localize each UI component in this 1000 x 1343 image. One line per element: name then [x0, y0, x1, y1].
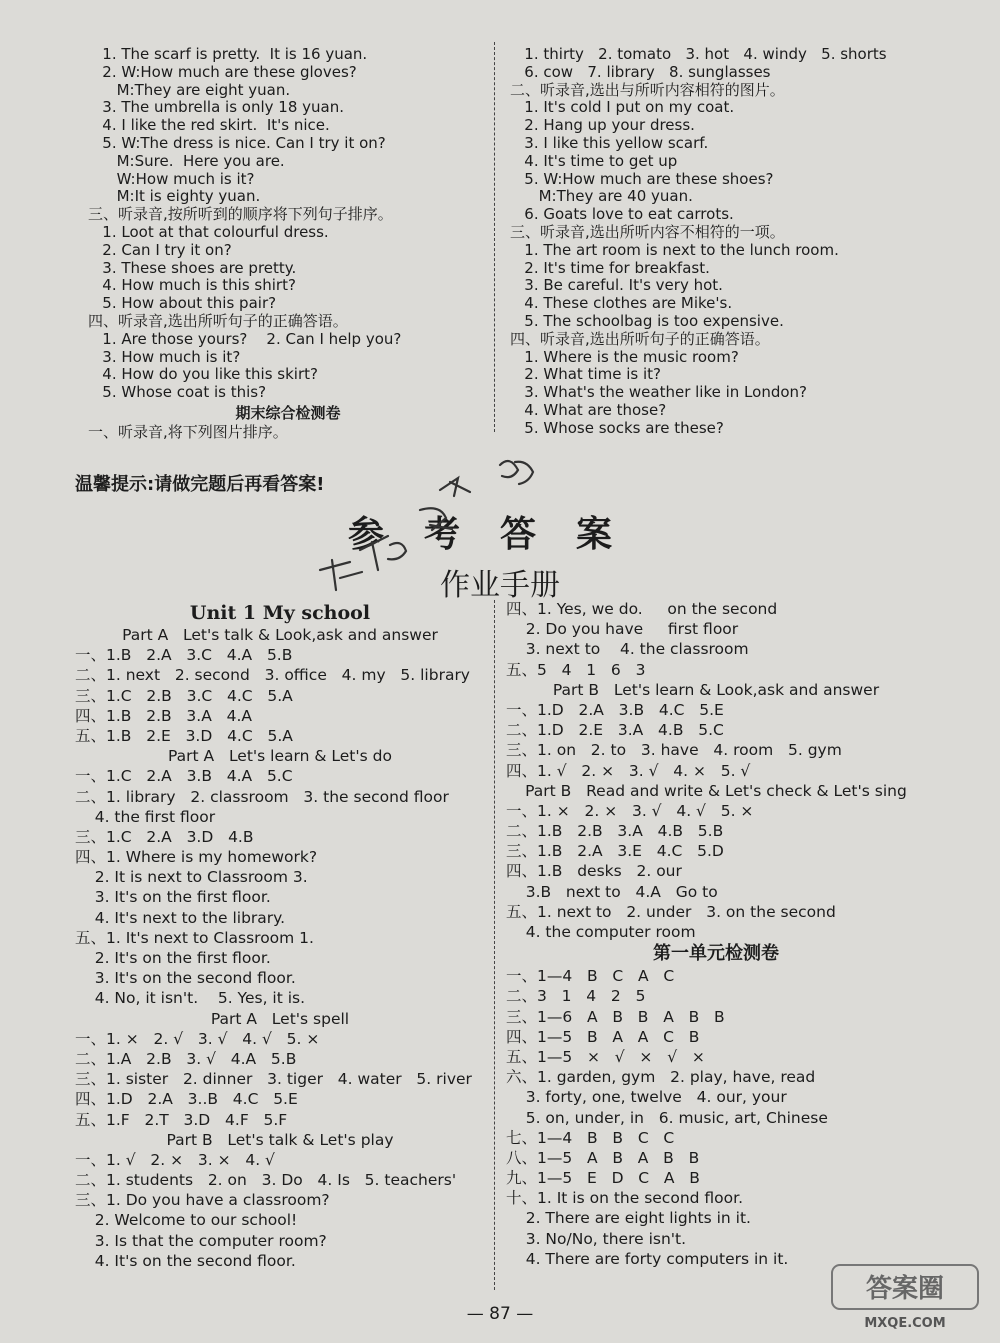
answer-line: 三、1—6 A B B A B B [506, 1007, 725, 1026]
text-line: 2. Hang up your dress. [510, 116, 695, 135]
answer-line: 七、1—4 B B C C [506, 1128, 675, 1147]
text-line: 1. Loot at that colourful dress. [88, 222, 329, 241]
answer-line: 一、1—4 B C A C [506, 967, 675, 986]
final-test-first-item: 一、听录音,将下列图片排序。 [88, 422, 288, 441]
answer-line: 二、1. library 2. classroom 3. the second floor [75, 787, 449, 806]
answer-line: 一、1. × 2. × 3. √ 4. √ 5. × [506, 801, 754, 820]
answer-line: 四、1. √ 2. × 3. √ 4. × 5. √ [506, 761, 751, 780]
unit-test-title: 第一单元检测卷 [653, 943, 779, 965]
answer-line: 四、1.B 2.B 3.A 4.A [75, 706, 252, 725]
part-heading: Part A Let's talk & Look,ask and answer [122, 626, 438, 644]
text-line: 1. The art room is next to the lunch room. [510, 240, 839, 259]
text-line: M:Sure. Here you are. [88, 151, 285, 170]
answer-line: 四、1.D 2.A 3..B 4.C 5.E [75, 1090, 298, 1109]
bottom-right-column [506, 599, 926, 1269]
answer-line: 一、1.B 2.A 3.C 4.A 5.B [75, 646, 293, 665]
answer-line: 三、1. sister 2. dinner 3. tiger 4. water 5. river [75, 1070, 472, 1089]
text-line: 3. The umbrella is only 18 yuan. [88, 98, 345, 117]
handwriting-scribble-icon [300, 450, 560, 610]
bottom-left-column [75, 601, 485, 1271]
answer-line: 五、1—5 × √ × √ × [506, 1047, 705, 1066]
watermark-top: 答案圈 [865, 1274, 945, 1304]
text-line: 3. Be careful. It's very hot. [510, 276, 723, 295]
text-line: 1. thirty 2. tomato 3. hot 4. windy 5. shorts [510, 45, 887, 63]
answer-line: 二、1. students 2. on 3. Do 4. Is 5. teachers' [75, 1171, 457, 1190]
answer-line: 4. It's next to the library. [75, 908, 286, 927]
text-line: 5. Whose coat is this? [88, 383, 267, 402]
text-line: 4. It's time to get up [510, 151, 678, 170]
answer-line: 2. Welcome to our school! [75, 1211, 298, 1230]
top-right-column [510, 46, 950, 438]
text-line: 三、听录音,按所听到的顺序将下列句子排序。 [88, 205, 393, 224]
text-line: 5. W:How much are these shoes? [510, 169, 774, 188]
answer-line: 二、1.B 2.B 3.A 4.B 5.B [506, 822, 724, 841]
text-line: 2. It's time for breakfast. [510, 258, 710, 277]
answer-line: 3.B next to 4.A Go to [506, 882, 718, 901]
bottom-right-lines-a [506, 599, 926, 942]
text-line: 四、听录音,选出所听句子的正确答语。 [88, 311, 348, 330]
answer-line: 四、1. Yes, we do. on the second [506, 600, 778, 618]
answer-line: 3. Is that the computer room? [75, 1231, 327, 1250]
answer-line: 2. It is next to Classroom 3. [75, 868, 308, 887]
answer-line: 3. forty, one, twelve 4. our, your [506, 1088, 787, 1107]
text-line: 3. What's the weather like in London? [510, 383, 807, 402]
bottom-right-lines-b [506, 966, 926, 1269]
text-line: 1. The scarf is pretty. It is 16 yuan. [88, 45, 368, 63]
answer-line: 二、3 1 4 2 5 [506, 987, 646, 1006]
answer-line: 三、1. on 2. to 3. have 4. room 5. gym [506, 741, 842, 760]
text-line: 4. These clothes are Mike's. [510, 294, 733, 313]
answer-line: 一、1. √ 2. × 3. × 4. √ [75, 1150, 275, 1169]
text-line: 二、听录音,选出与所听内容相符的图片。 [510, 80, 785, 99]
answer-line: 五、1. It's next to Classroom 1. [75, 928, 314, 947]
answer-line: 3. It's on the first floor. [75, 888, 271, 907]
answer-line: 五、5 4 1 6 3 [506, 660, 646, 679]
handbook-title: 作业手册 [440, 568, 560, 603]
text-line: 四、听录音,选出所听句子的正确答语。 [510, 329, 770, 348]
text-line: 5. How about this pair? [88, 294, 277, 313]
text-line: 4. How much is this shirt? [88, 276, 296, 295]
text-line: 三、听录音,选出所听内容不相符的一项。 [510, 222, 785, 241]
text-line: 4. I like the red skirt. It's nice. [88, 116, 330, 135]
answer-line: 三、1.C 2.B 3.C 4.C 5.A [75, 686, 293, 705]
answer-line: 2. It's on the first floor. [75, 949, 271, 967]
bottom-left-lines [75, 625, 485, 1271]
unit-title: Unit 1 My school [189, 602, 371, 624]
answer-line: 一、1. × 2. √ 3. √ 4. √ 5. × [75, 1029, 320, 1048]
text-line: 3. These shoes are pretty. [88, 258, 297, 277]
answers-title: 参考答案 [347, 513, 652, 555]
text-line: 3. How much is it? [88, 347, 241, 366]
answer-line: 五、1.B 2.E 3.D 4.C 5.A [75, 726, 293, 745]
watermark-bottom: MXQE.COM [864, 1316, 946, 1331]
text-line: 1. Where is the music room? [510, 347, 739, 366]
answer-line: 三、1.C 2.A 3.D 4.B [75, 827, 254, 846]
answer-line: 一、1.D 2.A 3.B 4.C 5.E [506, 700, 724, 719]
answer-line: 2. There are eight lights in it. [506, 1209, 751, 1228]
part-heading: Part B Let's talk & Let's play [166, 1130, 394, 1149]
text-line: M:They are eight yuan. [88, 80, 291, 99]
answer-line: 二、1.A 2.B 3. √ 4.A 5.B [75, 1049, 297, 1068]
answer-line: 4. It's on the second floor. [75, 1251, 296, 1270]
text-line: W:How much is it? [88, 169, 255, 188]
text-line: 6. Goats love to eat carrots. [510, 205, 734, 224]
top-left-lines [88, 46, 488, 402]
text-line: 4. How do you like this skirt? [88, 365, 318, 384]
answer-line: 五、1.F 2.T 3.D 4.F 5.F [75, 1110, 288, 1129]
text-line: 1. It's cold I put on my coat. [510, 98, 735, 117]
text-line: 2. W:How much are these gloves? [88, 62, 357, 81]
answer-line: 5. on, under, in 6. music, art, Chinese [506, 1108, 828, 1127]
answer-line: 四、1. Where is my homework? [75, 848, 318, 867]
answer-line: 二、1.D 2.E 3.A 4.B 5.C [506, 721, 724, 740]
answer-line: 4. the computer room [506, 923, 696, 941]
column-divider-top [494, 42, 495, 432]
text-line: M:They are 40 yuan. [510, 187, 693, 206]
text-line: 6. cow 7. library 8. sunglasses [510, 62, 771, 81]
answer-line: 八、1—5 A B A B B [506, 1148, 700, 1167]
answer-line: 4. There are forty computers in it. [506, 1249, 789, 1268]
text-line: M:It is eighty yuan. [88, 187, 261, 206]
part-heading: Part B Read and write & Let's check & Let's sing [525, 781, 907, 800]
answer-line: 3. next to 4. the classroom [506, 640, 749, 659]
top-left-column [88, 46, 488, 442]
page-number: — 87 — [466, 1304, 534, 1324]
watermark-logo [830, 1263, 980, 1333]
part-heading: Part A Let's learn & Let's do [168, 747, 392, 766]
answer-line: 三、1.B 2.A 3.E 4.C 5.D [506, 842, 724, 861]
answer-line: 4. No, it isn't. 5. Yes, it is. [75, 989, 306, 1008]
text-line: 2. Can I try it on? [88, 240, 232, 259]
part-heading: Part B Let's learn & Look,ask and answer [552, 680, 880, 699]
part-heading: Part A Let's spell [210, 1009, 350, 1028]
answer-line: 2. Do you have first floor [506, 620, 739, 639]
text-line: 5. The schoolbag is too expensive. [510, 311, 784, 330]
text-line: 3. I like this yellow scarf. [510, 133, 709, 152]
top-right-lines [510, 46, 950, 438]
answer-line: 六、1. garden, gym 2. play, have, read [506, 1068, 816, 1087]
answer-line: 十、1. It is on the second floor. [506, 1189, 744, 1208]
answer-line: 3. No/No, there isn't. [506, 1229, 687, 1248]
text-line: 5. Whose socks are these? [510, 418, 724, 437]
answer-line: 二、1. next 2. second 3. office 4. my 5. library [75, 666, 470, 685]
answer-line: 四、1.B desks 2. our [506, 862, 682, 881]
answer-line: 五、1. next to 2. under 3. on the second [506, 902, 836, 921]
final-test-heading: 期末综合检测卷 [235, 403, 341, 422]
answer-line: 4. the first floor [75, 807, 216, 826]
answer-line: 3. It's on the second floor. [75, 969, 296, 988]
answer-line: 三、1. Do you have a classroom? [75, 1191, 330, 1210]
text-line: 2. What time is it? [510, 365, 661, 384]
column-divider-bottom [494, 600, 495, 1290]
answer-line: 一、1.C 2.A 3.B 4.A 5.C [75, 767, 293, 786]
answer-line: 九、1—5 E D C A B [506, 1169, 700, 1188]
text-line: 1. Are those yours? 2. Can I help you? [88, 329, 402, 348]
answer-line: 四、1—5 B A A C B [506, 1027, 700, 1046]
reminder-text: 温馨提示:请做完题后再看答案! [75, 474, 325, 495]
text-line: 5. W:The dress is nice. Can I try it on? [88, 133, 386, 152]
text-line: 4. What are those? [510, 400, 667, 419]
